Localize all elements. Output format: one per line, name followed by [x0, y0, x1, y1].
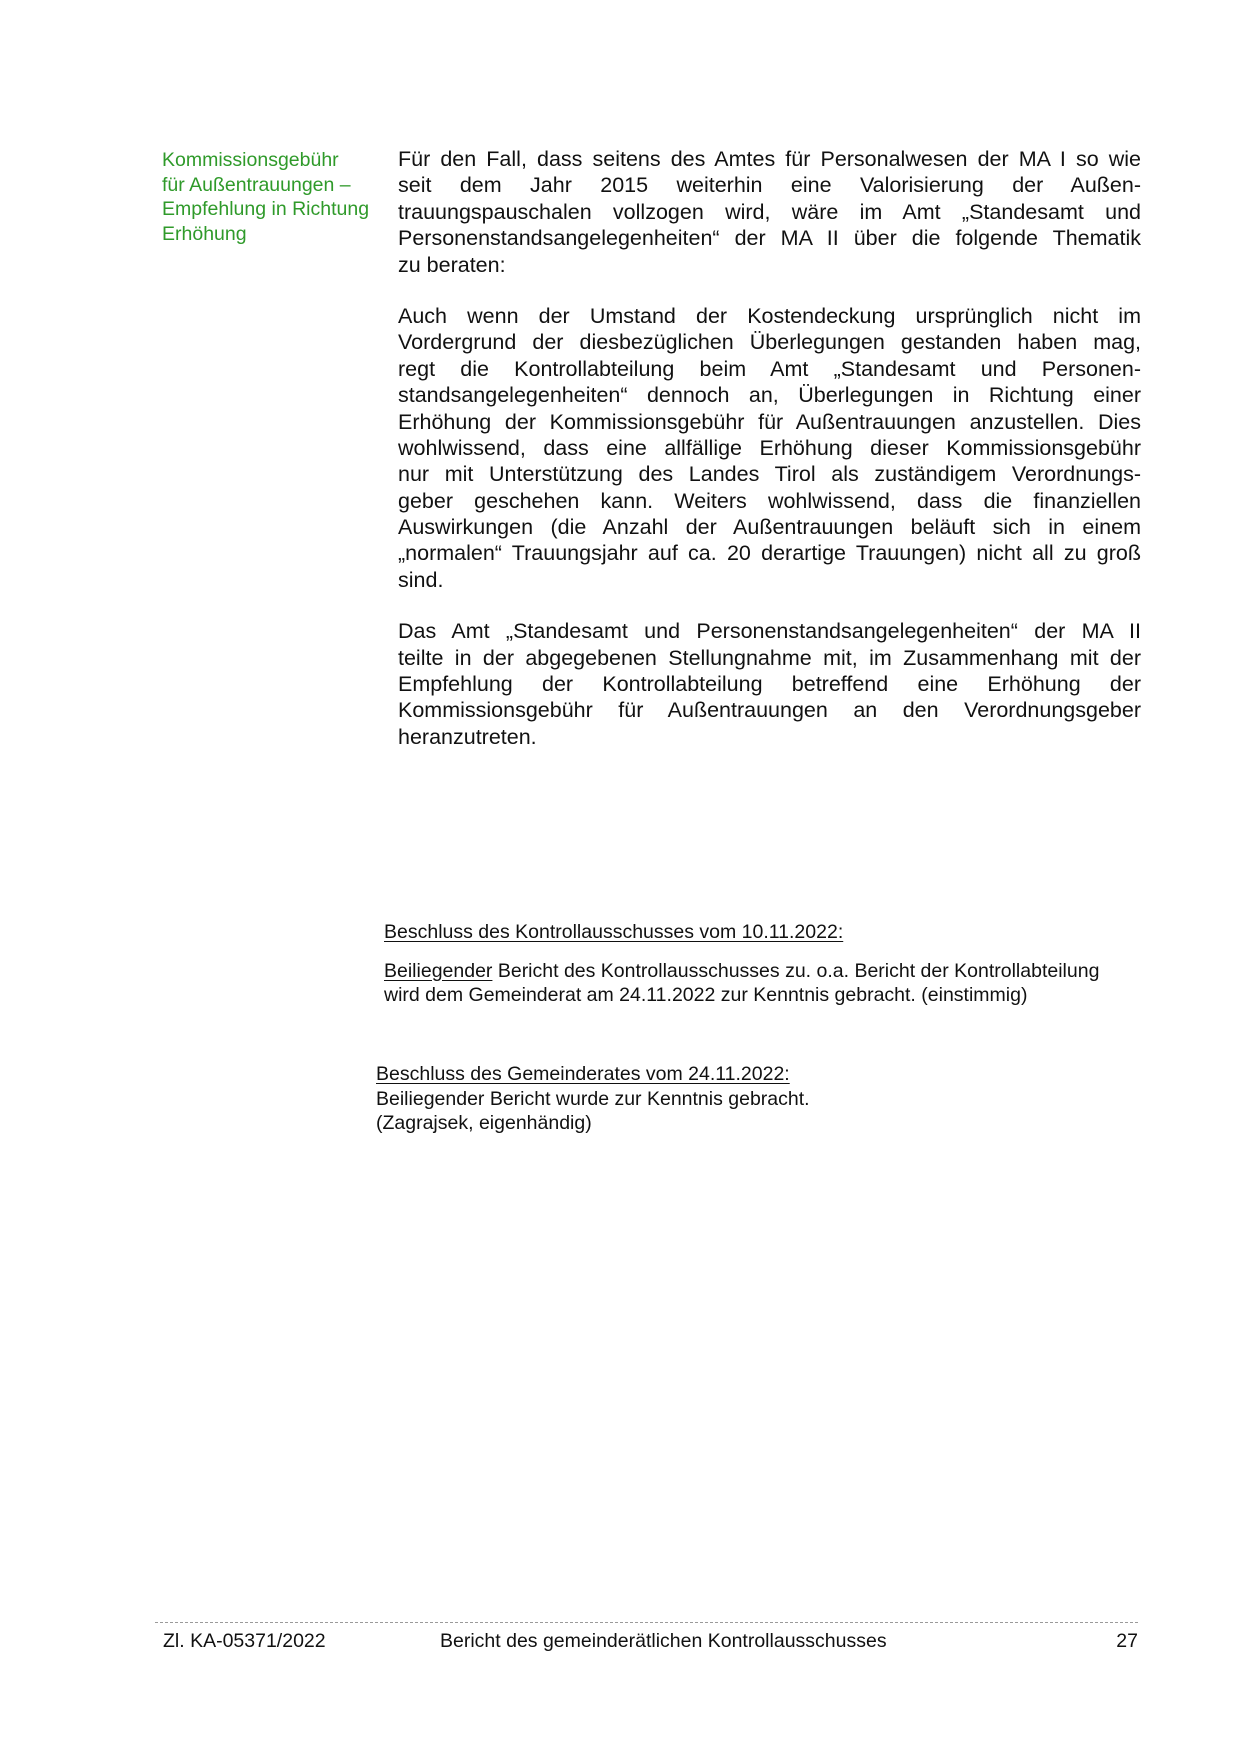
resolution-title: Beschluss des Kontrollausschusses vom 10.11.2022: — [384, 921, 844, 943]
text-line: „normalen“ Trauungsjahr auf ca. 20 derartige Trauungen) nicht all zu groß — [398, 541, 1141, 566]
text-line: zu beraten: — [398, 252, 506, 277]
page-footer — [163, 1626, 1138, 1656]
footer-divider — [155, 1622, 1138, 1623]
paragraph-1 — [398, 146, 1141, 278]
text-line: sind. — [398, 567, 444, 592]
text-line: standsangelegenheiten“ dennoch an, Überlegungen in Richtung einer — [398, 383, 1141, 408]
text-line: Für den Fall, dass seitens des Amtes für Personalwesen der MA I so wie — [398, 147, 1141, 171]
footer-title: Bericht des gemeinderätlichen Kontrollausschusses — [440, 1630, 887, 1652]
text-line: Personenstandsangelegenheiten“ der MA II über die folgende Thematik — [398, 226, 1141, 251]
text-line: Vordergrund der diesbezüglichen Überlegungen gestanden haben mag, — [398, 330, 1141, 355]
page-number: 27 — [1116, 1630, 1138, 1652]
resolution-first-word: Beiliegender — [384, 959, 493, 982]
section-side-heading — [162, 148, 392, 246]
text-line: Empfehlung der Kontrollabteilung betreffend eine Erhöhung der — [398, 672, 1141, 697]
text-line: trauungspauschalen vollzogen wird, wäre im Amt „Standesamt und — [398, 199, 1141, 224]
resolution-line-rest: Bericht des Kontrollausschusses zu. o.a. Bericht der Kontrollabteilung — [492, 959, 1100, 982]
resolution-title: Beschluss des Gemeinderates vom 24.11.2022: — [376, 1063, 790, 1085]
footer-reference: Zl. KA-05371/2022 — [163, 1630, 326, 1652]
text-line: wohlwissend, dass eine allfällige Erhöhung dieser Kommissionsgebühr — [398, 435, 1141, 460]
side-heading-line: Empfehlung in Richtung — [162, 198, 370, 220]
resolution-text-line: Beiliegender Bericht wurde zur Kenntnis gebracht. — [376, 1087, 810, 1110]
side-heading-line: Kommissionsgebühr — [162, 149, 339, 171]
text-line: Kommissionsgebühr für Außentrauungen an den Verordnungsgeber — [398, 698, 1141, 723]
resolution-text-line — [384, 959, 1099, 984]
text-line: geber geschehen kann. Weiters wohlwissend, dass die finanziellen — [398, 488, 1141, 513]
text-line: Auswirkungen (die Anzahl der Außentrauungen beläuft sich in einem — [398, 515, 1141, 540]
paragraph-3 — [398, 618, 1141, 750]
text-line: nur mit Unterstützung des Landes Tirol als zuständigem Verordnungs- — [398, 462, 1141, 487]
text-line: heranzutreten. — [398, 724, 537, 749]
kontrollausschuss-resolution — [384, 920, 1099, 1008]
gemeinderat-resolution — [376, 1062, 810, 1136]
resolution-text-line: (Zagrajsek, eigenhändig) — [376, 1112, 592, 1134]
text-line: Erhöhung der Kommissionsgebühr für Außentrauungen anzustellen. Dies — [398, 409, 1141, 434]
text-line: seit dem Jahr 2015 weiterhin eine Valorisierung der Außen- — [398, 173, 1141, 198]
body-text — [398, 146, 1141, 750]
text-line: Das Amt „Standesamt und Personenstandsangelegenheiten“ der MA II — [398, 619, 1141, 644]
side-heading-line: für Außentrauungen – — [162, 173, 351, 196]
text-line: regt die Kontrollabteilung beim Amt „Standesamt und Personen- — [398, 356, 1141, 381]
text-line: teilte in der abgegebenen Stellungnahme mit, im Zusammenhang mit der — [398, 645, 1141, 670]
resolution-text-line: wird dem Gemeinderat am 24.11.2022 zur Kenntnis gebracht. (einstimmig) — [384, 984, 1028, 1006]
text-line: Auch wenn der Umstand der Kostendeckung ursprünglich nicht im — [398, 303, 1141, 328]
side-heading-line: Erhöhung — [162, 222, 247, 245]
paragraph-2 — [398, 303, 1141, 593]
